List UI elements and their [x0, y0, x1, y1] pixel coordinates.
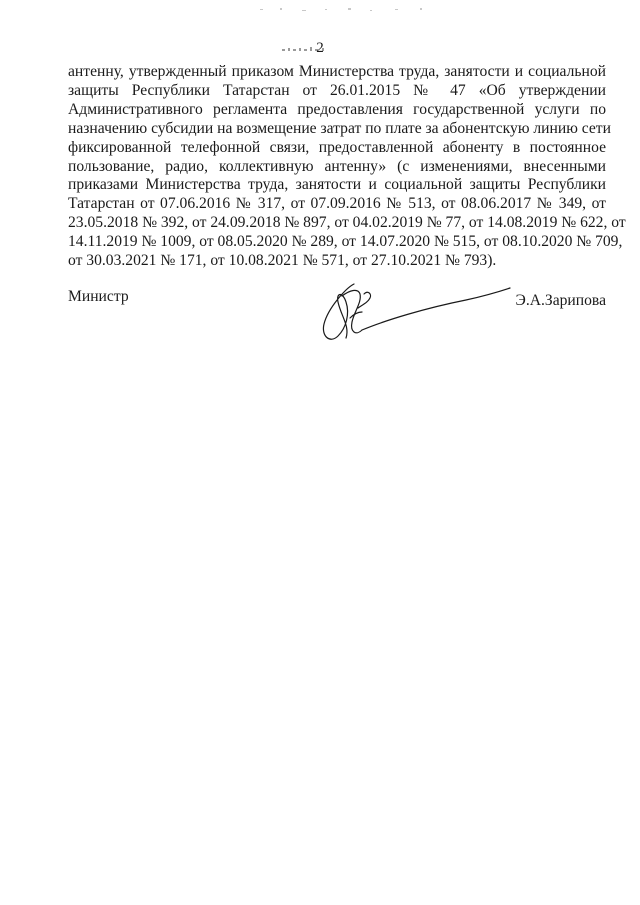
text-line: назначению субсидии на возмещение затрат по плате за абонентскую линию сети — [68, 119, 611, 137]
text-line: приказами Министерства труда, занятости и социальной защиты Республики — [68, 176, 606, 194]
signer-name: Э.А.Зарипова — [515, 292, 606, 309]
body-text — [68, 63, 626, 271]
text-line: 14.11.2019 № 1009, от 08.05.2020 № 289, от 14.07.2020 № 515, от 08.10.2020 № 709, — [68, 233, 623, 251]
text-line: антенну, утвержденный приказом Министерства труда, занятости и социальной — [68, 63, 606, 80]
handwritten-signature — [316, 278, 516, 350]
signature-block — [68, 288, 606, 358]
page-number: 2 — [316, 40, 324, 56]
text-line: Татарстан от 07.06.2016 № 317, от 07.09.2016 № 513, от 08.06.2017 № 349, от — [68, 195, 606, 213]
text-line: от 30.03.2021 № 171, от 10.08.2021 № 571, от 27.10.2021 № 793). — [68, 252, 497, 270]
text-line: фиксированной телефонной связи, предоставленной абоненту в постоянное — [68, 138, 606, 156]
text-line: защиты Республики Татарстан от 26.01.2015 № 47 «Об утверждении — [68, 81, 606, 99]
text-line: Административного регламента предоставления государственной услуги по — [68, 100, 606, 118]
text-line: 23.05.2018 № 392, от 24.09.2018 № 897, от 04.02.2019 № 77, от 14.08.2019 № 622, от — [68, 214, 626, 232]
scan-noise-top — [250, 6, 450, 14]
text-line: пользование, радио, коллективную антенну» (с изменениями, внесенными — [68, 157, 606, 175]
signer-title: Министр — [68, 288, 129, 305]
